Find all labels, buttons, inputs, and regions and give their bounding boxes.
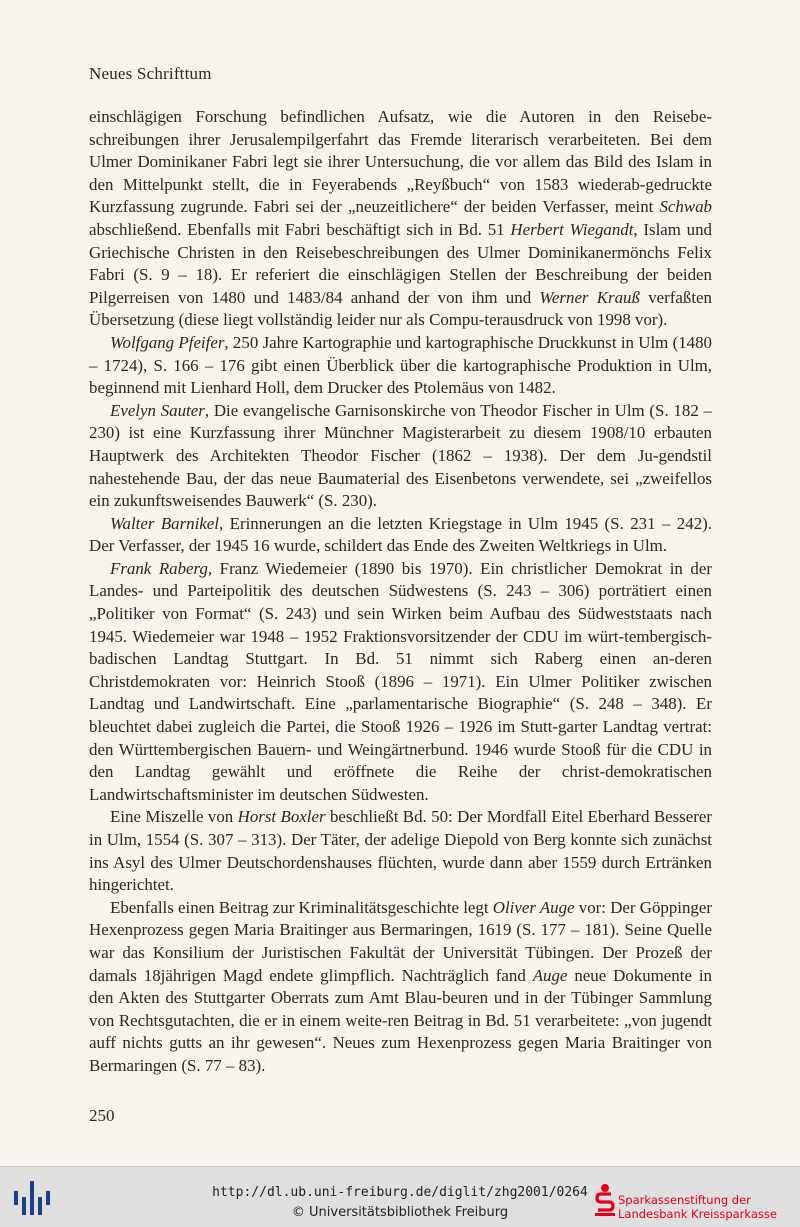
italic-name: Oliver Auge xyxy=(492,897,575,917)
italic-name: Wolfgang Pfeifer xyxy=(110,332,225,352)
italic-name: Frank Raberg xyxy=(110,558,208,578)
italic-name: Horst Boxler xyxy=(237,807,326,827)
sponsor-block[interactable] xyxy=(594,1183,794,1223)
italic-name: Evelyn Sauter xyxy=(110,400,205,420)
text-run: , Franz Wiedemeier (1890 bis 1970). Ein christlicher Demokrat in der Landes- und Parteipolitik des deutschen Südwestens (S. 243 – 306) porträtiert einen „Politiker von Format“ (S. 243) und sein Wirken beim Aufbau des Südweststaats nach 1945. Wiedemeier war 1948 – 1952 Fraktionsvorsitzender der CDU im würt-tembergisch-badischen Landtag Stuttgart. In Bd. 51 nimmt sich Raberg einen an-deren Christdemokraten vor: Heinrich Stooß (1896 – 1971). Ein Ulmer Politiker zwischen Landtag und Landwirtschaft. Eine „parlamentarische Biographie“ (S. 248 – 348). Er bleuchtet dabei zugleich die Partei, die Stooß 1926 – 1926 im Stutt-garter Landtag vertrat: den Württembergischen Bauern- und Weingärtnerbund. 1946 wurde Stooß für die CDU in den Landtag gewählt und eröffnete die Reihe der christ-demokratischen Landwirtschaftsminister im deutschen Südwesten. xyxy=(89,558,712,804)
text-run: , 250 Jahre Kartographie und kartographische Druckkunst in Ulm (1480 – 1724), S. 166 – 176 gibt einen Überblick über die kartographische Produktion in Ulm, beginnend mit Lienhard Holl, dem Drucker des Ptolemäus von 1482. xyxy=(89,332,712,398)
text-run: verfaßten Übersetzung (diese liegt vollständig leider nur als Compu-terausdruck von 1998 vor). xyxy=(89,287,712,330)
sparkasse-logo-icon xyxy=(594,1183,616,1217)
paragraph xyxy=(89,558,712,807)
sponsor-text xyxy=(618,1193,777,1221)
permalink-url[interactable]: http://dl.ub.uni-freiburg.de/diglit/zhg2001/0264 xyxy=(212,1185,588,1200)
paragraph xyxy=(89,106,712,332)
text-run: beschließt Bd. 50: Der Mordfall Eitel Eberhard Besserer in Ulm, 1554 (S. 307 – 313). Der Täter, der adelige Diepold von Berg konnte sich zunächst ins Asyl des Ulmer Deutschordenshauses flüchten, wurde dann aber 1559 durch Ertränken hingerichtet. xyxy=(89,807,712,895)
italic-name: Walter Barnikel xyxy=(110,513,219,533)
italic-name: Schwab xyxy=(659,197,712,217)
text-run: abschließend. Ebenfalls mit Fabri beschäftigt sich in Bd. 51 xyxy=(89,219,511,239)
text-run: einschlägigen Forschung befindlichen Aufsatz, wie die Autoren in den Reisebe-schreibungen ihrer Jerusalempilgerfahrt das Fremde literarisch verarbeiteten. Bei dem Ulmer Dominikaner Fabri legt sie ihrer Untersuchung, die vor allem das Bild des Islam in den Mittelpunkt stellt, die in Feyerabends „Reyßbuch“ von 1583 wiederab-gedruckte Kurzfassung zugrunde. Fabri sei der „neuzeitlichere“ der beiden Verfasser, meint xyxy=(89,107,712,217)
text-run: vor: Der Göppinger Hexenprozess gegen Maria Braitinger aus Bermaringen, 1619 (S. 177 – 181). Seine Quelle war das Konsilium der Juristischen Fakultät der Universität Tübingen. Der Prozeß der damals 18jährigen Magd endete glimpflich. Nachträglich fand xyxy=(89,897,712,985)
viewer-footer xyxy=(0,1166,800,1227)
paragraph xyxy=(89,400,712,513)
paragraph xyxy=(89,806,712,896)
paragraph xyxy=(89,897,712,1078)
text-run: , Islam und Griechische Christen in den Reisebeschreibungen des Ulmer Dominikanermönchs Felix Fabri (S. 9 – 18). Er referiert die einschlägigen Stellen der Beschreibung der beiden Pilgerreisen von 1480 und 1483/84 anhand der von ihm und xyxy=(89,219,713,307)
sponsor-line-1: Sparkassenstiftung der xyxy=(618,1193,751,1207)
text-run: , Die evangelische Garnisonskirche von Theodor Fischer in Ulm (S. 182 – 230) ist eine Kurzfassung ihrer Münchner Magisterarbeit zu diesem 1908/10 erbauten Hauptwerk des Architekten Theodor Fischer (1862 – 1938). Der dem Ju-gendstil nahestehende Bau, der das neue Baumaterial des Eisenbetons verwendete, sei „zweifellos ein zukunftsweisendes Bauwerk“ (S. 230). xyxy=(89,400,712,511)
running-head: Neues Schrifttum xyxy=(89,64,212,83)
copyright-notice: © Universitätsbibliothek Freiburg xyxy=(291,1205,509,1220)
text-run: neue Dokumente in den Akten des Stuttgarter Oberrats zum Amt Blau-beuren und in der Tübinger Sammlung von Rechtsgutachten, die er in einem weite-ren Beitrag in Bd. 51 verarbeitete: „von jugendt auff nichts gutts an ihr gewesen“. Neues zum Hexenprozess gegen Maria Braitinger von Bermaringen (S. 77 – 83). xyxy=(89,965,712,1075)
text-run: Ebenfalls einen Beitrag zur Kriminalitätsgeschichte legt xyxy=(110,897,493,917)
italic-name: Werner Krauß xyxy=(539,287,640,307)
body-text xyxy=(89,106,712,1078)
text-run: , Erinnerungen an die letzten Kriegstage in Ulm 1945 (S. 231 – 242). Der Verfasser, der 1945 16 wurde, schildert das Ende des Zweiten Weltkriegs in Ulm. xyxy=(89,513,712,556)
page-number: 250 xyxy=(89,1106,115,1125)
paragraph xyxy=(89,513,712,558)
paragraph xyxy=(89,332,712,400)
italic-name: Herbert Wiegandt xyxy=(510,219,634,239)
text-run: Eine Miszelle von xyxy=(110,807,238,827)
sponsor-line-2: Landesbank Kreissparkasse xyxy=(618,1207,777,1221)
italic-name: Auge xyxy=(532,965,568,985)
